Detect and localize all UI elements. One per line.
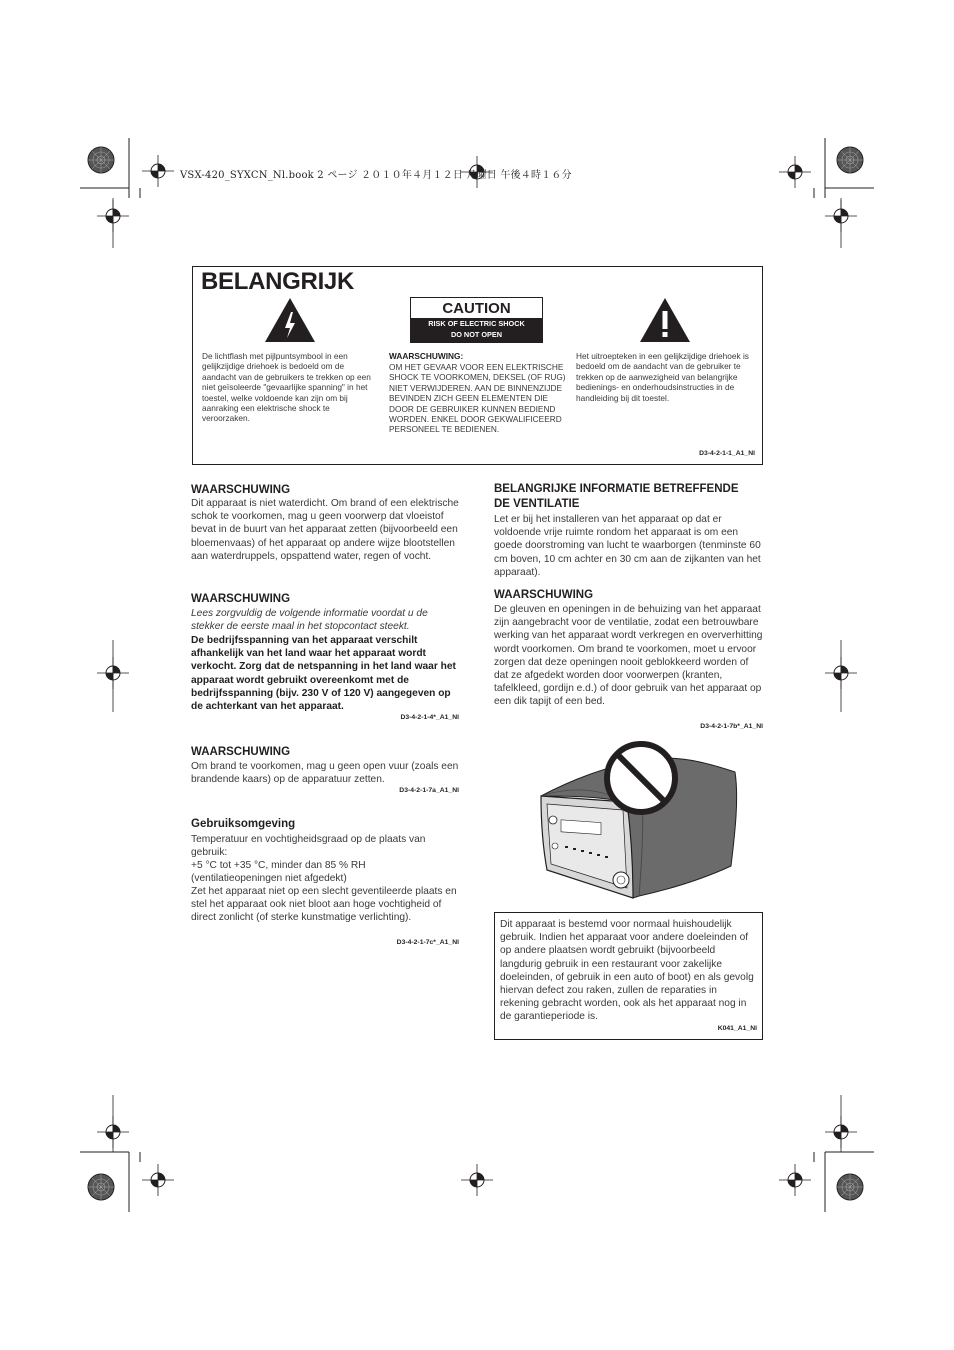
belangrijk-title: BELANGRIJK xyxy=(201,268,355,295)
exclamation-warning-icon xyxy=(639,297,691,343)
right-s1-text: Let er bij het installeren van het apparaat op dat er voldoende vrije ruimte rondom het apparaat is om een goede doorstroming van lucht te waarborgen (tenminste 60 cm boven, 10 cm achter en 30 cm aan de zijkanten van het apparaat). xyxy=(494,514,761,578)
left-s1-heading: WAARSCHUWING xyxy=(191,484,291,496)
left-s3-text: Om brand te voorkomen, mag u geen open vuur (zoals een brandende kaars) op de apparatuur zetten. xyxy=(191,761,459,786)
warning-heading-small: WAARSCHUWING: xyxy=(389,351,464,361)
left-s2-heading: WAARSCHUWING xyxy=(191,593,291,605)
left-s1-text: Dit apparaat is niet waterdicht. Om brand of een elektrische schok te voorkomen, mag u geen voorwerp dat vloeistof bevat in de buurt van het apparaat zetten (bijvoorbeeld een bloemenvaas) of het apparaat op andere wijze blootstellen aan waterdruppels, opspattend water, regen of vocht. xyxy=(191,498,459,562)
caution-subtitle xyxy=(411,318,542,342)
right-s2-text: De gleuven en openingen in de behuizing van het apparaat zijn aangebracht voor de ventilatie, zodat een betrouwbare werking van het apparaat wordt verkregen en oververhitting wordt voorkomen. Om brand te voorkomen, moet u ervoor zorgen dat deze openingen nooit geblokkeerd worden of dat ze afgedekt worden door voorwerpen (kranten, tafelkleed, gordijn e.d.) of door gebruik van het apparaat op een dik tapijt of een bed. xyxy=(494,604,763,708)
right-s2-code: D3-4-2-1-7b*_A1_Nl xyxy=(700,723,763,730)
caution-sub-line2: DO NOT OPEN xyxy=(450,329,503,339)
right-s2-heading: WAARSCHUWING xyxy=(494,589,594,601)
covered-receiver-illustration xyxy=(535,738,747,906)
belangrijk-code: D3-4-2-1-1_A1_Nl xyxy=(699,450,755,457)
right-s1-heading: BELANGRIJKE INFORMATIE BETREFFENDE DE VENTILATIE xyxy=(494,483,739,510)
left-s2-bold: De bedrijfsspanning van het apparaat verschilt afhankelijk van het land waar het apparaat wordt verkocht. Zorg dat de netspanning in het land waar het apparaat wordt gebruikt overeenkomt met de bedrijfsspanning (bijv. 230 V of 120 V) aangegeven op de achterkant van het apparaat. xyxy=(191,635,456,713)
lightning-warning-icon xyxy=(264,297,316,343)
lightning-explanation: De lichtflash met pijlpuntsymbool in een gelijkzijdige driehoek is bedoeld om de aandacht van de gebruikers te trekken op een niet geïsoleerde "gevaarlijke spanning" in het toestel, welke voldoende kan zijn om bij aanraking een elektrische shock te veroorzaken. xyxy=(202,351,371,424)
caution-label xyxy=(410,297,543,343)
left-s2-italic: Lees zorgvuldig de volgende informatie voordat u de stekker de eerste maal in het stopcontact steekt. xyxy=(191,608,428,633)
left-s3-heading: WAARSCHUWING xyxy=(191,746,291,758)
caution-sub-line1: RISK OF ELECTRIC SHOCK xyxy=(428,319,525,328)
left-s4-text3: Zet het apparaat niet op een slecht geventileerde plaats en stel het apparaat ook niet bloot aan hoge vochtigheid of direct zonlicht (of sterke kunstmatige verlichting). xyxy=(191,886,457,924)
print-header-line: VSX-420_SYXCN_Nl.book 2 ページ ２０１０年４月１２日 月曜日 午後４時１６分 xyxy=(180,170,572,181)
left-s3-code: D3-4-2-1-7a_A1_Nl xyxy=(399,787,459,794)
left-s4-text2: +5 °C tot +35 °C, minder dan 85 % RH (ventilatieopeningen niet afgedekt) xyxy=(191,860,366,885)
left-s2-code: D3-4-2-1-4*_A1_Nl xyxy=(400,714,459,721)
electric-shock-warning: OM HET GEVAAR VOOR EEN ELEKTRISCHE SHOCK TE VOORKOMEN, DEKSEL (OF RUG) NIET VERWIJDEREN. AAN DE BINNENZIJDE BEVINDEN ZICH GEEN ELEMENTEN DIE DOOR DE GEBRUIKER KUNNEN BEDIEND WORDEN. ENKEL DOOR GEKWALIFICEERD PERSONEEL TE BEDIENEN. xyxy=(389,362,566,435)
left-s4-heading: Gebruiksomgeving xyxy=(191,818,296,830)
household-use-text: Dit apparaat is bestemd voor normaal huishoudelijk gebruik. Indien het apparaat voor andere doeleinden of op andere plaatsen wordt gebruikt (bijvoorbeeld langdurig gebruik in een restaurant voor zakelijke doeleinden, of gebruik in een auto of boot) en als gevolg hiervan defect zou raken, zullen de reparaties in rekening gebracht worden, ook als het apparaat nog in de garantieperiode is. xyxy=(500,919,754,1023)
caution-title: CAUTION xyxy=(442,300,511,317)
left-s4-code: D3-4-2-1-7c*_A1_Nl xyxy=(396,939,459,946)
left-s4-text1: Temperatuur en vochtigheidsgraad op de plaats van gebruik: xyxy=(191,834,426,859)
exclamation-explanation: Het uitroepteken in een gelijkzijdige driehoek is bedoeld om de aandacht van de gebruiker te trekken op de aanwezigheid van belangrijke bedienings- en onderhoudsinstructies in de handleiding bij dit toestel. xyxy=(576,351,749,403)
household-use-code: K041_A1_Nl xyxy=(717,1025,757,1032)
